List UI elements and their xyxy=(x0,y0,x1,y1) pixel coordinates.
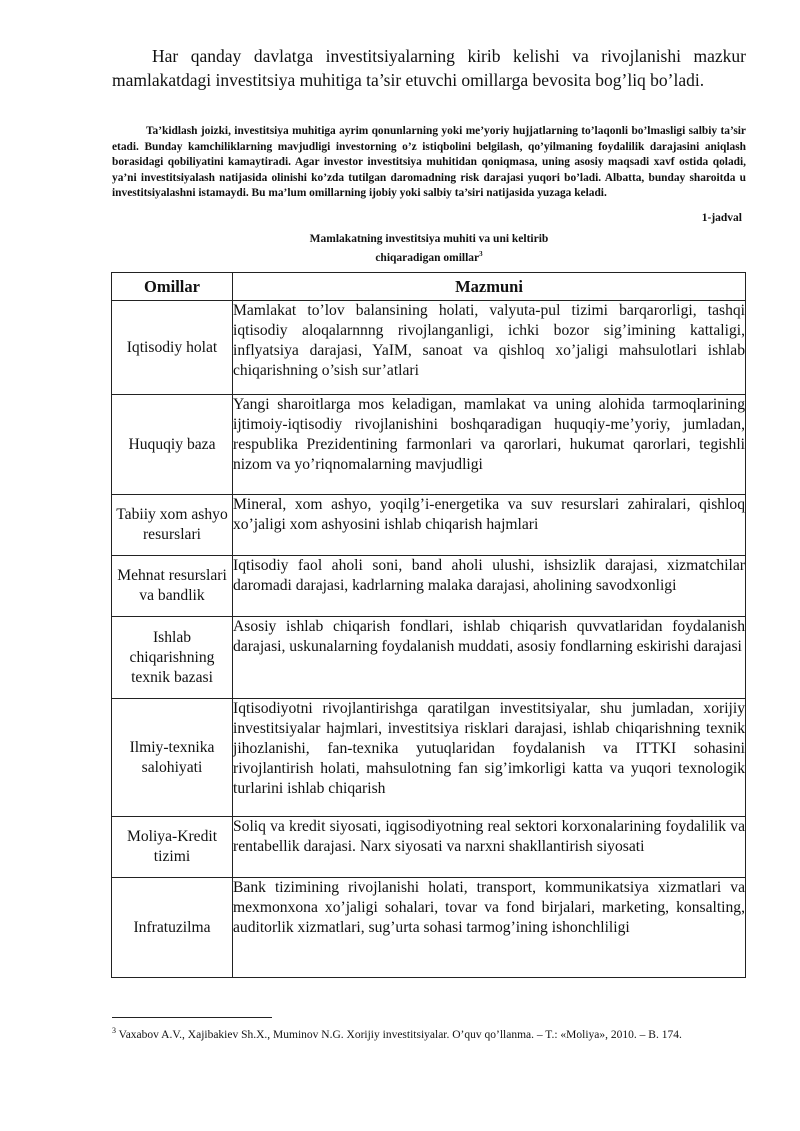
content-cell: Iqtisodiy faol aholi soni, band aholi ulushi, ishsizlik darajasi, xizmatchilar daromadi darajasi, kadrlarning malaka darajasi, aholining savodxonligi xyxy=(233,556,746,617)
table-row xyxy=(112,699,746,817)
factor-cell: Infratuzilma xyxy=(112,878,233,978)
content-cell: Mamlakat to’lov balansining holati, valyuta-pul tizimi barqarorligi, tashqi iqtisodiy aloqalarnnng rivojlanganligi, ichki bozor sig’imining kattaligi, inflyatsiya darajasi, YaIM, sanoat va qishloq xo’jaligi mahsulotlari ishlab chiqarishning o’sish sur’atlari xyxy=(233,301,746,395)
factor-cell: Moliya-Kredit tizimi xyxy=(112,817,233,878)
factor-cell: Tabiiy xom ashyo resurslari xyxy=(112,495,233,556)
factors-table xyxy=(111,272,746,978)
content-cell: Iqtisodiyotni rivojlantirishga qaratilgan investitsiyalar, shu jumladan, xorijiy investitsiyalar hajmlari, investitsiya risklari darajasi, ishlab chiqarishning texnik jihozlanishi, fan-texnika yutuqlaridan foydalanish va ITTKI sohasini rivojlantirish holati, mahsulotning fan sig’imkorligi katta va yuqori texnologik turlarini ishlab chiqarish xyxy=(233,699,746,817)
table-row xyxy=(112,556,746,617)
header-mazmuni: Mazmuni xyxy=(233,273,746,301)
table-header-row xyxy=(112,273,746,301)
table-row xyxy=(112,495,746,556)
factor-cell: Huquqiy baza xyxy=(112,395,233,495)
caption-line-1: Mamlakatning investitsiya muhiti va uni keltirib xyxy=(309,233,549,245)
table-row xyxy=(112,301,746,395)
footnote-number: 3 xyxy=(112,1026,116,1035)
table-row xyxy=(112,617,746,699)
content-cell: Bank tizimining rivojlanishi holati, transport, kommunikatsiya xizmatlari va mexmonxona xo’jaligi sohalari, tovar va fond birjalari, marketing, konsalting, auditorlik xizmatlari, sug’urta sohasi tarmog’ining ishonchliligi xyxy=(233,878,746,978)
footnote-text: Vaxabov A.V., Xajibakiev Sh.X., Muminov N.G. Xorijiy investitsiyalar. O’quv qo’llanma. – T.: «Moliya», 2010. – B. 174. xyxy=(118,1028,682,1041)
header-omillar: Omillar xyxy=(112,273,233,301)
content-cell: Mineral, xom ashyo, yoqilg’i-energetika va suv resurslari zahiralari, qishloq xo’jaligi xom ashyosini ishlab chiqarish hajmlari xyxy=(233,495,746,556)
caption-line-2-text: chiqaradigan omillar xyxy=(375,251,480,264)
caption-line-2 xyxy=(112,247,746,266)
factor-cell: Mehnat resurslari va bandlik xyxy=(112,556,233,617)
factor-cell: Iqtisodiy holat xyxy=(112,301,233,395)
intro-paragraph: Har qanday davlatga investitsiyalarning kirib kelishi va rivojlanishi mazkur mamlakatdagi investitsiya muhitiga ta’sir etuvchi omillarga bevosita bog’liq bo’ladi. xyxy=(112,46,746,90)
table-number: 1-jadval xyxy=(701,212,742,224)
factor-cell: Ilmiy-texnika salohiyati xyxy=(112,699,233,817)
caption-footnote-ref: 3 xyxy=(479,250,483,258)
footnote-divider xyxy=(112,1017,272,1018)
table-row xyxy=(112,395,746,495)
bold-paragraph: Ta’kidlash joizki, investitsiya muhitiga ayrim qonunlarning yoki me’yoriy hujjatlarning to’laqonli bo’lmasligi salbiy ta’sir etadi. Bunday kamchiliklarning mavjudligi investorning o’z istiqbolini belgilash, qo’yilmaning foydalilik darajasini aniqlash borasidagi qobiliyatini kamaytiradi. Agar investor investitsiya muhitidan qoniqmasa, uning asosiy maqsadi xavf ostida qoladi, ya’ni investitsiyalash natijasida olinishi ko’zda tutilgan daromadning risk darajasi yuqori bo’ladi. Albatta, bunday sharoitda u investitsiyalashni istamaydi. Bu ma’lum omillarning ijobiy yoki salbiy ta’siri natijasida yuzaga keladi. xyxy=(112,125,746,200)
table-row xyxy=(112,817,746,878)
content-cell: Yangi sharoitlarga mos keladigan, mamlakat va uning alohida tarmoqlarining ijtimoiy-iqtisodiy rivojlanishini boshqaradigan huquqiy-me’yoriy, jumladan, respublika Prezidentining farmonlari va qarorlari, hukumat qarorlari, tegishli nizom va yo’riqnomalarning mavjudligi xyxy=(233,395,746,495)
table-caption xyxy=(112,232,746,266)
footnote xyxy=(112,1022,746,1044)
factor-cell: Ishlab chiqarishning texnik bazasi xyxy=(112,617,233,699)
content-cell: Asosiy ishlab chiqarish fondlari, ishlab chiqarish quvvatlaridan foydalanish darajasi, uskunalarning foydalanish muddati, asosiy fondlarning eskirishi darajasi xyxy=(233,617,746,699)
content-cell: Soliq va kredit siyosati, iqgisodiyotning real sektori korxonalarining foydalilik va rentabellik darajasi. Narx siyosati va narxni shakllantirish siyosati xyxy=(233,817,746,878)
table-row xyxy=(112,878,746,978)
